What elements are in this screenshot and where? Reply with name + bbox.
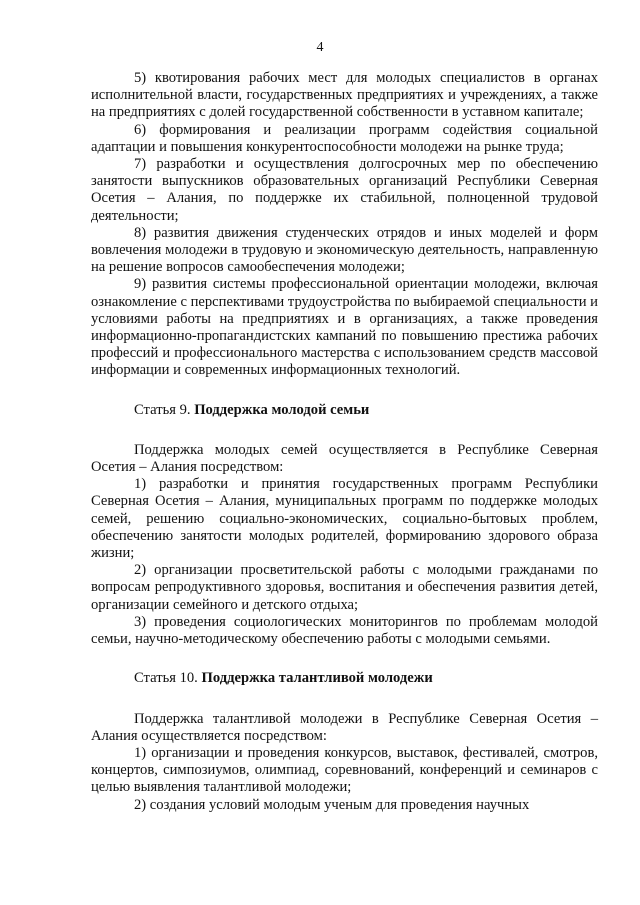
article-9-item-3: 3) проведения социологических мониторингов по проблемам молодой семьи, научно-методическому обеспечению работы с молодыми семьями.	[91, 613, 598, 648]
article-9-intro: Поддержка молодых семей осуществляется в Республике Северная Осетия – Алания посредством:	[91, 441, 598, 476]
article-10-prefix: Статья 10.	[134, 670, 202, 687]
article-9-prefix: Статья 9.	[134, 401, 195, 418]
paragraph-item-8: 8) развития движения студенческих отрядов и иных моделей и форм вовлечения молодежи в трудовую и экономическую деятельность, направленную на решение вопросов самообеспечения молодежи;	[91, 224, 598, 276]
spacer	[91, 380, 598, 402]
article-9-heading	[91, 402, 598, 419]
article-10-title: Поддержка талантливой молодежи	[201, 670, 433, 687]
paragraph-item-7: 7) разработки и осуществления долгосрочных мер по обеспечению занятости выпускников образовательных организаций Республики Северная Осетия – Алания, по поддержке их стабильной, полноценной трудовой деятельности;	[91, 156, 598, 224]
article-9-title: Поддержка молодой семьи	[194, 401, 370, 418]
article-10-intro: Поддержка талантливой молодежи в Республике Северная Осетия – Алания осуществляется посредством:	[91, 710, 598, 744]
spacer	[91, 688, 598, 711]
paragraph-item-9: 9) развития системы профессиональной ориентации молодежи, включая ознакомление с перспективами трудоустройства по выбираемой специальности и условиями работы на предприятиях и в организациях, а также проведения информационно-пропагандистских кампаний по повышению престижа рабочих профессий и профессионального мастерства с использованием средств массовой информации и современных информационных технологий.	[91, 276, 598, 379]
article-10-heading	[91, 670, 598, 687]
article-10-item-1: 1) организации и проведения конкурсов, выставок, фестивалей, смотров, концертов, симпозиумов, олимпиад, соревнований, конференций и семинаров с целью выявления талантливой молодежи;	[91, 744, 598, 796]
article-10-item-2: 2) создания условий молодым ученым для проведения научных	[134, 796, 530, 813]
spacer	[91, 419, 598, 442]
paragraph-item-6: 6) формирования и реализации программ содействия социальной адаптации и повышения конкурентоспособности молодежи на рынке труда;	[91, 121, 598, 155]
paragraph-item-5: 5) квотирования рабочих мест для молодых специалистов в органах исполнительной власти, государственных предприятиях и учреждениях, а также на предприятиях с долей государственной собственности в уставном капитале;	[91, 70, 598, 121]
spacer	[91, 648, 598, 670]
document-body	[91, 70, 598, 814]
page-number: 4	[316, 40, 324, 55]
article-9-item-2: 2) организации просветительской работы с молодыми гражданами по вопросам репродуктивного здоровья, воспитания и обеспечения развития детей, организации семейного и детского отдыха;	[91, 562, 598, 613]
article-9-item-1: 1) разработки и принятия государственных программ Республики Северная Осетия – Алания, муниципальных программ по поддержке молодых семей, решению социально-экономических, социально-бытовых проблем, обеспечению занятости молодых родителей, формированию здорового образа жизни;	[91, 476, 598, 562]
